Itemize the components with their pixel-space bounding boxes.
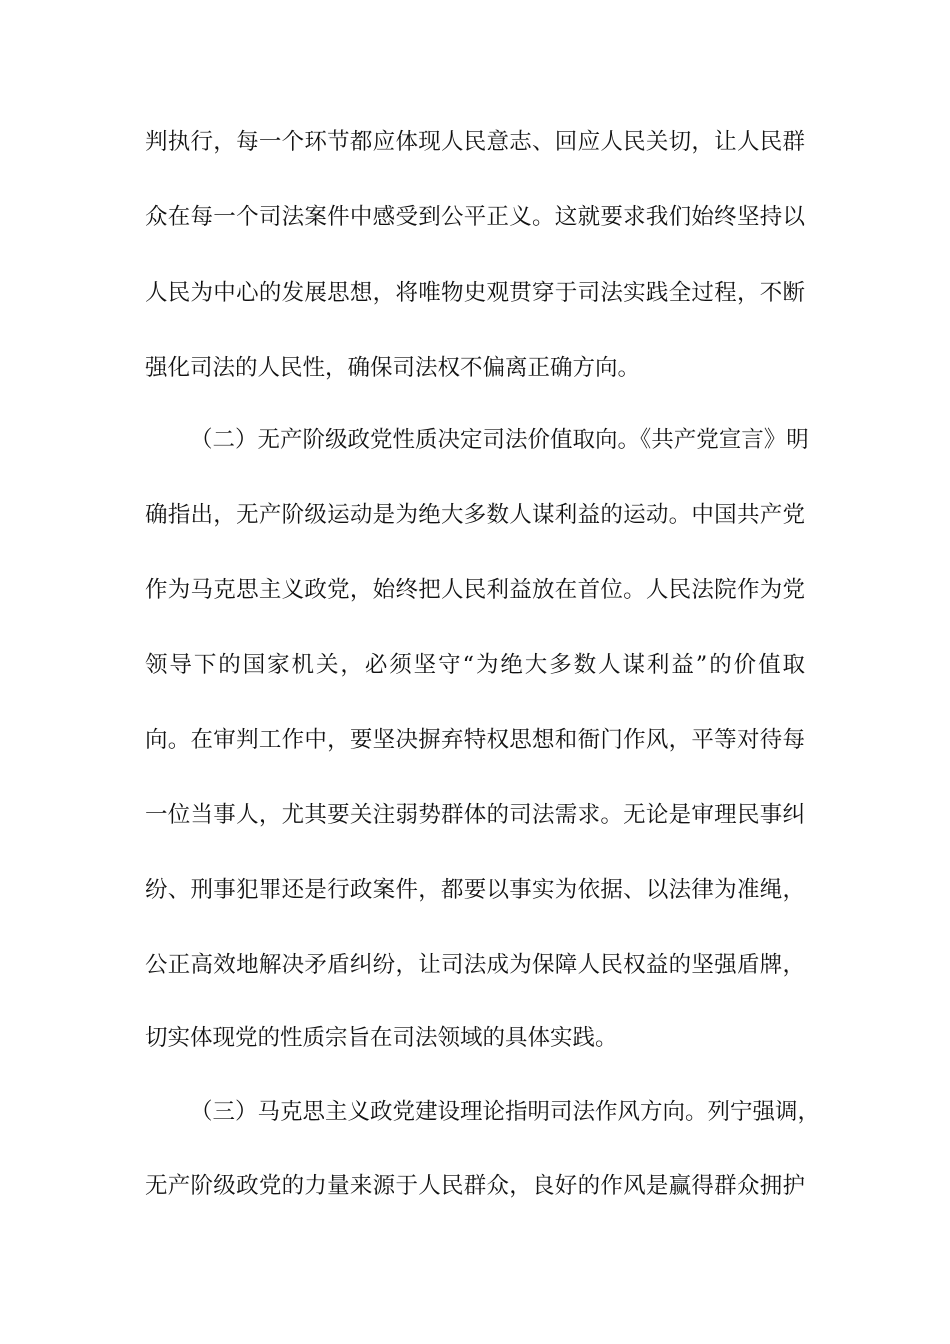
paragraph-3-line-1: （三）马克思主义政党建设理论指明司法作风方向。列宁强调，	[190, 1099, 821, 1125]
paragraph-2-line-4: 领导下的国家机关，必须坚守“为绝大多数人谋利益”的价值取	[145, 652, 805, 678]
paragraph-2-line-7: 纷、刑事犯罪还是行政案件，都要以事实为依据、以法律为准绳，	[145, 877, 805, 903]
paragraph-1-line-3: 人民为中心的发展思想，将唯物史观贯穿于司法实践全过程，不断	[145, 280, 805, 306]
paragraph-1-line-4: 强化司法的人民性，确保司法权不偏离正确方向。	[145, 355, 641, 381]
paragraph-2-line-5: 向。在审判工作中，要坚决摒弃特权思想和衙门作风，平等对待每	[145, 727, 805, 753]
paragraph-2-line-1: （二）无产阶级政党性质决定司法价值取向。《共产党宣言》明	[190, 427, 809, 453]
paragraph-2-line-6: 一位当事人，尤其要关注弱势群体的司法需求。无论是审理民事纠	[145, 802, 805, 828]
paragraph-1-line-2: 众在每一个司法案件中感受到公平正义。这就要求我们始终坚持以	[145, 204, 805, 230]
paragraph-1-line-1: 判执行，每一个环节都应体现人民意志、回应人民关切，让人民群	[145, 129, 805, 155]
paragraph-2-line-2: 确指出，无产阶级运动是为绝大多数人谋利益的运动。中国共产党	[145, 502, 805, 528]
paragraph-2-line-9: 切实体现党的性质宗旨在司法领域的具体实践。	[145, 1025, 618, 1051]
paragraph-3-line-2: 无产阶级政党的力量来源于人民群众，良好的作风是赢得群众拥护	[145, 1173, 805, 1199]
paragraph-2-line-3: 作为马克思主义政党，始终把人民利益放在首位。人民法院作为党	[145, 577, 805, 603]
paragraph-2-line-8: 公正高效地解决矛盾纠纷，让司法成为保障人民权益的坚强盾牌，	[145, 952, 805, 978]
